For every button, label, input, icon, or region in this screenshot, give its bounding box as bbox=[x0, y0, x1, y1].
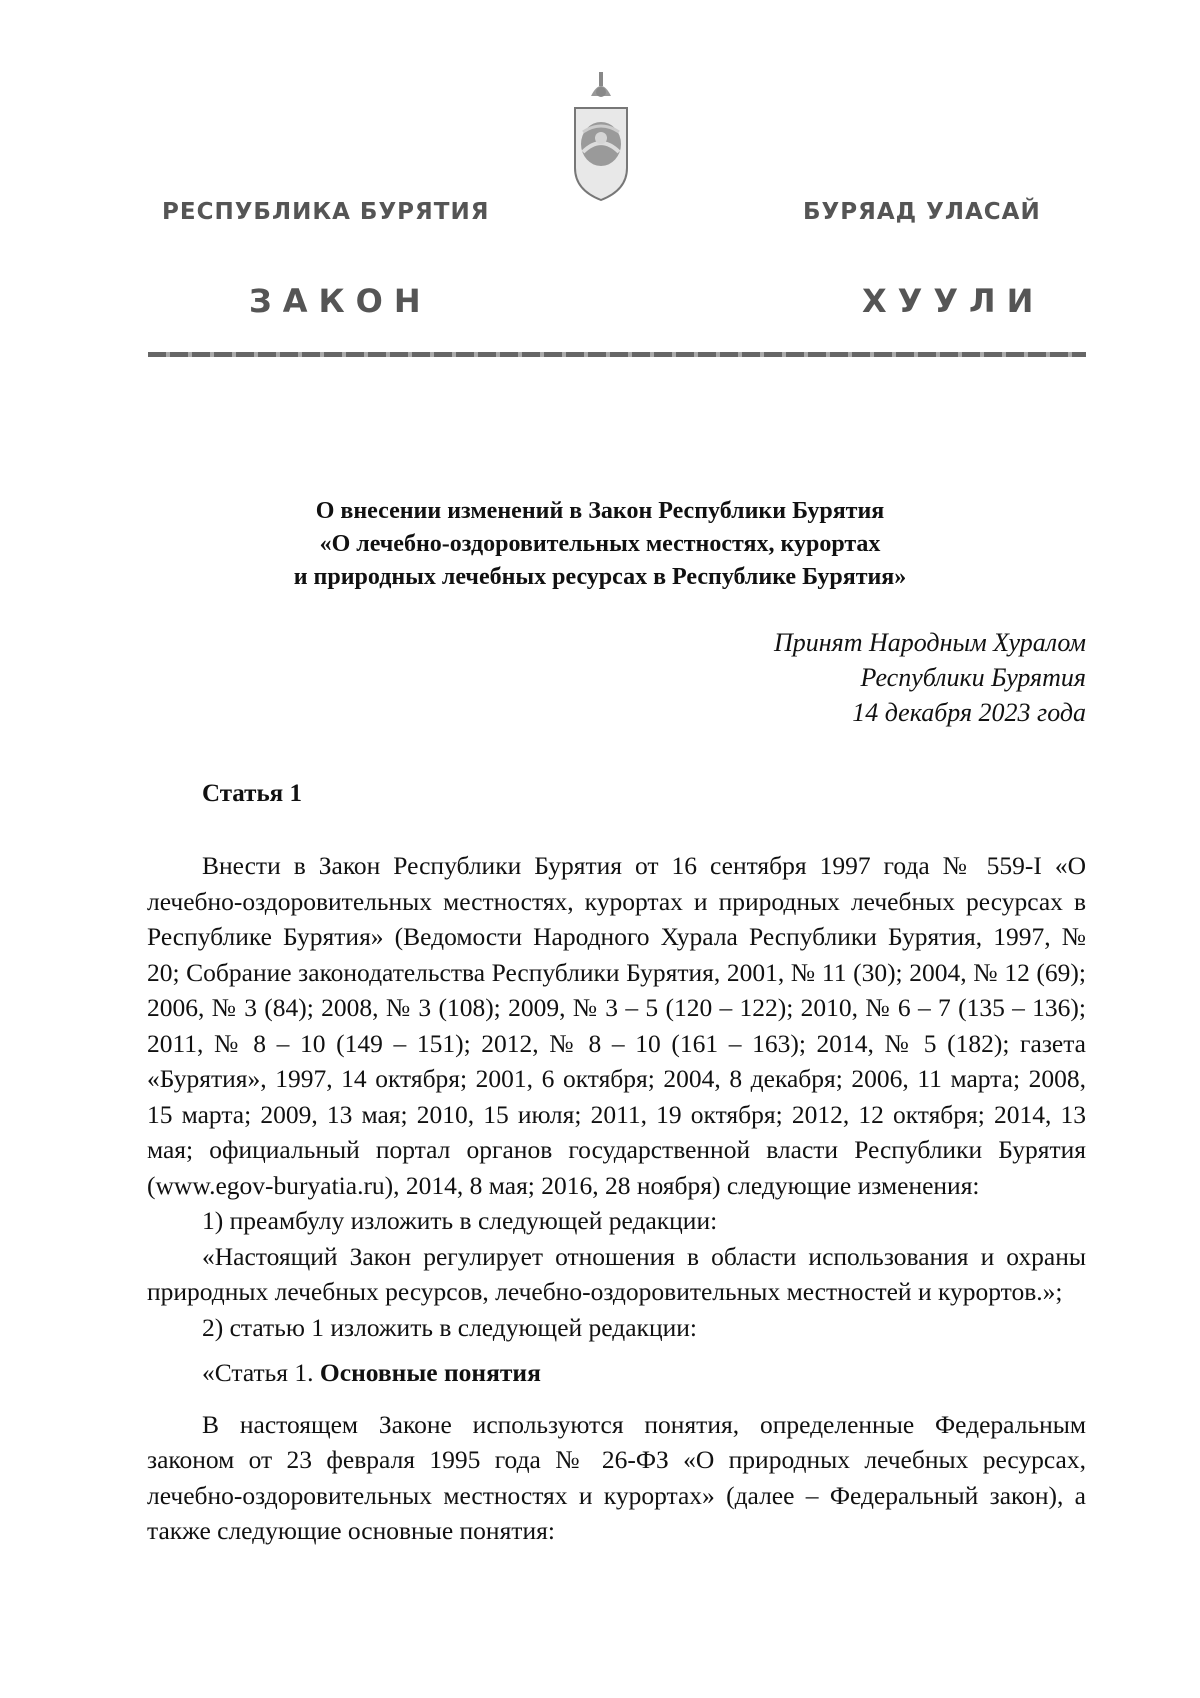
region-name-russian: РЕСПУБЛИКА БУРЯТИЯ bbox=[162, 199, 490, 225]
adoption-line: Республики Бурятия bbox=[860, 663, 1086, 692]
law-title-line: «О лечебно-оздоровительных местностях, курортах bbox=[319, 531, 881, 557]
law-title-line: и природных лечебных ресурсах в Республике Бурятия» bbox=[293, 564, 907, 590]
document-kind-russian: ЗАКОН bbox=[249, 282, 432, 320]
article-paragraph: В настоящем Законе используются понятия, определенные Федеральным законом от 23 февраля 1995 года № 26-ФЗ «О природных лечебных ресурсах, лечебно-оздоровительных местностях и курортах» (далее – Федеральный закон), а также следующие основные понятия: bbox=[147, 1409, 1086, 1545]
adoption-note bbox=[774, 625, 1086, 730]
adoption-line: Принят Народным Хуралом bbox=[773, 628, 1086, 657]
amendment-item: 1) преамбулу изложить в следующей редакции: bbox=[202, 1206, 718, 1235]
sub-article-title: Основные понятия bbox=[319, 1358, 541, 1387]
region-name-buryat: БУРЯАД УЛАСАЙ bbox=[803, 199, 1041, 225]
amendment-text: «Настоящий Закон регулирует отношения в области использования и охраны природных лечебных ресурсов, лечебно-оздоровительных местностей и курортов.»; bbox=[147, 1241, 1086, 1306]
header-divider bbox=[148, 352, 1086, 357]
article-body bbox=[147, 848, 1086, 1549]
coat-of-arms-icon bbox=[569, 68, 633, 208]
law-title-line: О внесении изменений в Закон Республики Бурятия bbox=[315, 498, 885, 524]
article-heading: Статья 1 bbox=[202, 780, 302, 807]
law-title bbox=[150, 495, 1050, 594]
article-paragraph: Внести в Закон Республики Бурятия от 16 сентября 1997 года № 559-I «О лечебно-оздоровительных местностях, курортах и природных лечебных ресурсах в Республике Бурятия» (Ведомости Народного Хурала Республики Бурятия, 1997, № 20; Собрание законодательства Республики Бурятия, 2001, № 11 (30); 2004, № 12 (69); 2006, № 3 (84); 2008, № 3 (108); 2009, № 3 – 5 (120 – 122); 2010, № 6 – 7 (135 – 136); 2011, № 8 – 10 (149 – 151); 2012, № 8 – 10 (161 – 163); 2014, № 5 (182); газета «Бурятия», 1997, 14 октября; 2001, 6 октября; 2004, 8 декабря; 2006, 11 марта; 2008, 15 марта; 2009, 13 мая; 2010, 15 июля; 2011, 19 октября; 2012, 12 октября; 2014, 13 мая; официальный портал органов государственной власти Республики Бурятия (www.egov-buryatia.ru), 2014, 8 мая; 2016, 28 ноября) следующие изменения: bbox=[147, 851, 1086, 1200]
document-kind-buryat: ХУУЛИ bbox=[862, 282, 1045, 320]
amendment-item: 2) статью 1 изложить в следующей редакции: bbox=[202, 1312, 697, 1342]
sub-article-prefix: «Статья 1. bbox=[202, 1358, 314, 1387]
adoption-date: 14 декабря 2023 года bbox=[852, 698, 1086, 727]
sub-article-heading bbox=[147, 1355, 1086, 1391]
